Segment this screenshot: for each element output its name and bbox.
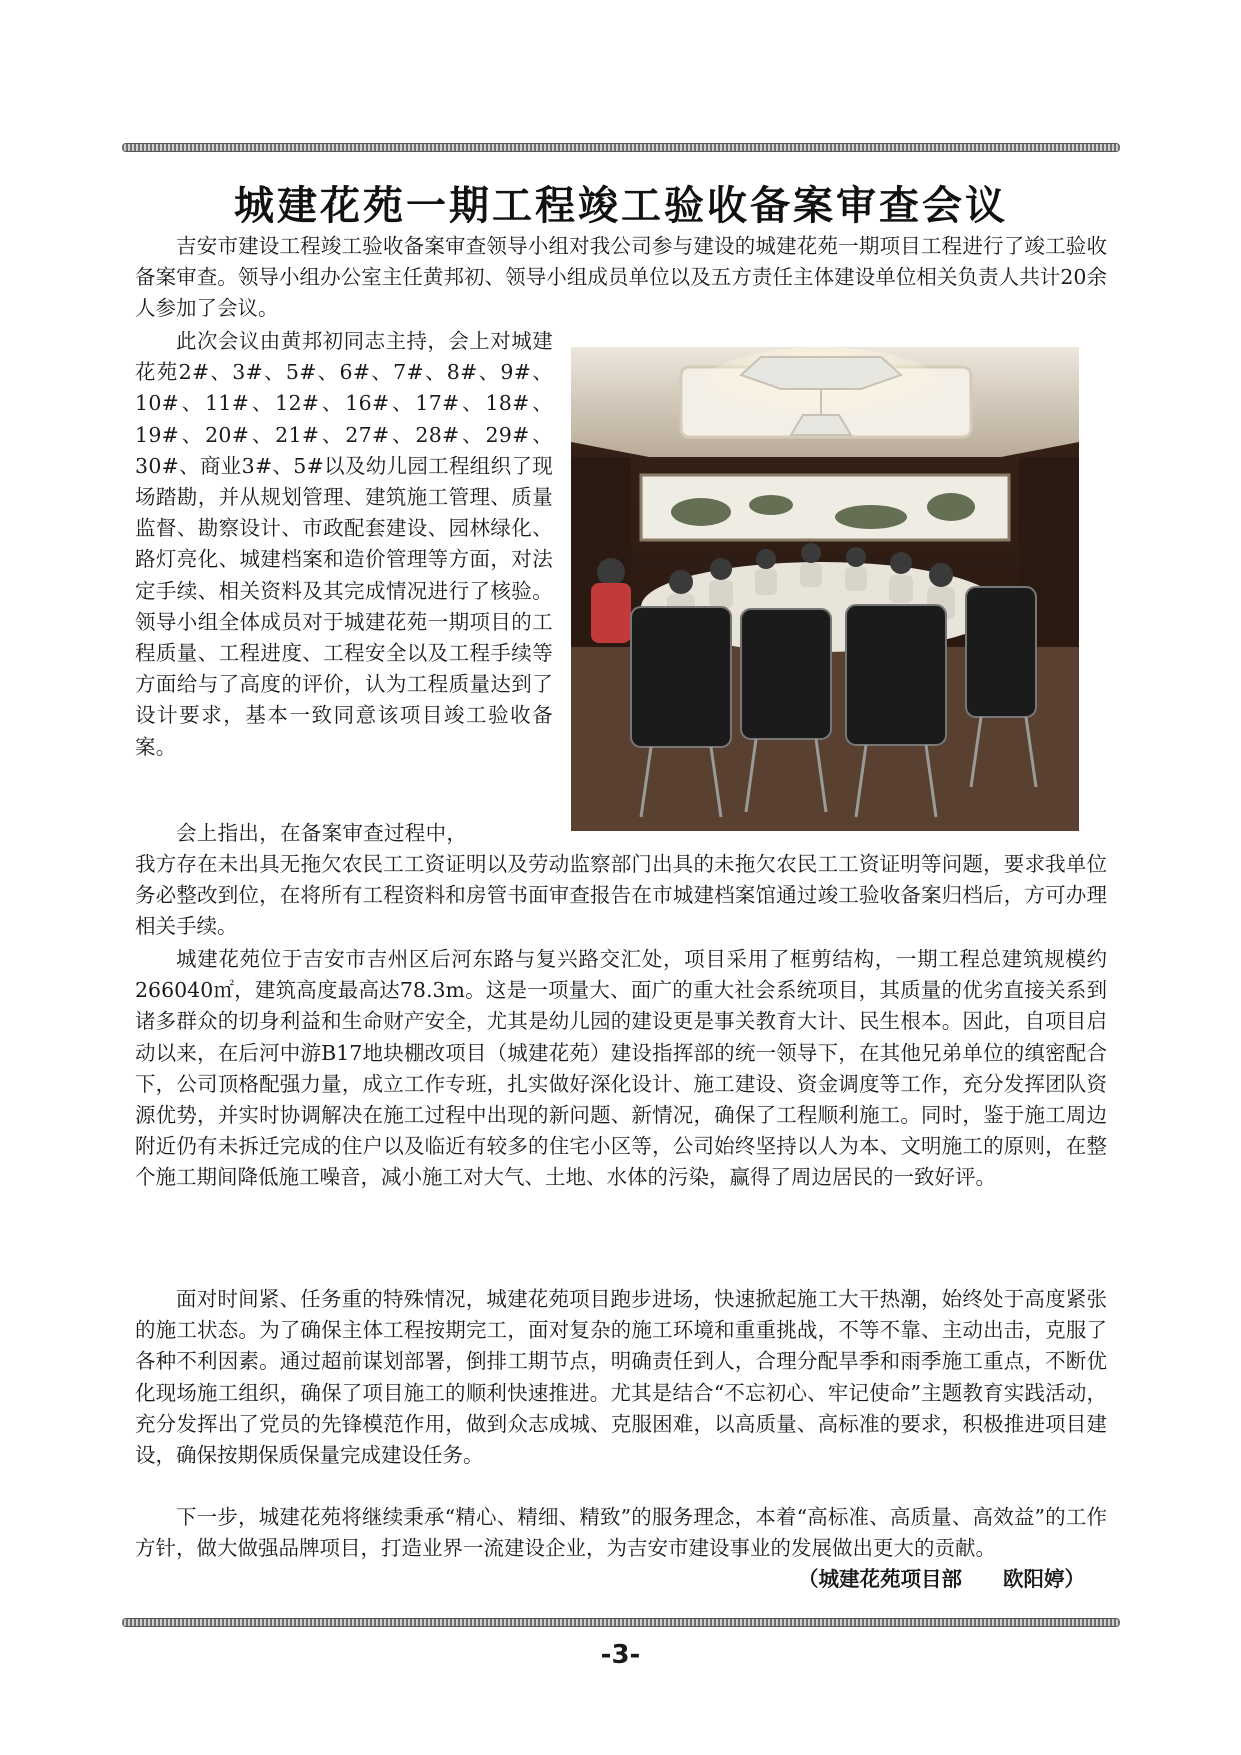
paragraph-intro: 吉安市建设工程竣工验收备案审查领导小组对我公司参与建设的城建花苑一期项目工程进行了竣工验收备案审查。领导小组办公室主任黄邦初、领导小组成员单位以及五方责任主体建设单位相关负责人共计20余人参加了会议。 [135, 234, 1107, 321]
top-decorative-rule [122, 143, 1120, 152]
meeting-photo [571, 347, 1079, 831]
paragraph-inspection: 此次会议由黄邦初同志主持，会上对城建花苑2#、3#、5#、6#、7#、8#、9#、10#、11#、12#、16#、17#、18#、19#、20#、21#、27#、28#、29#、30#、商业3#、5#以及幼儿园工程组织了现场踏勘，并从规划管理、建筑施工管理、质量监督、勘察设计、市政配套建设、园林绿化、路灯亮化、城建档案和造价管理等方面，对法定手续、相关资料及其完成情况进行了核验。领导小组全体成员对于城建花苑一期项目的工程质量、工程进度、工程安全以及工程手续等方面给与了高度的评价，认为工程质量达到了设计要求，基本一致同意该项目竣工验收备案。 [135, 329, 553, 759]
article-title: 城建花苑一期工程竣工验收备案审查会议 [234, 182, 1008, 229]
next-steps-text: 下一步，城建花苑将继续秉承“精心、精细、精致”的服务理念，本着“高标准、高质量、高效益”的工作方针，做大做强品牌项目，打造业界一流建设企业，为吉安市建设事业的发展做出更大的贡献。 [135, 1505, 1107, 1561]
page-number: -3- [600, 1640, 641, 1670]
bottom-decorative-rule [122, 1618, 1120, 1627]
paragraph-issues-start: 会上指出，在备案审查过程中， [176, 821, 468, 845]
paragraph-construction-progress: 面对时间紧、任务重的特殊情况，城建花苑项目跑步进场，快速掀起施工大干热潮，始终处于高度紧张的施工状态。为了确保主体工程按期完工，面对复杂的施工环境和重重挑战，不等不靠、主动出击，克服了各种不利因素。通过超前谋划部署，倒排工期节点，明确责任到人，合理分配旱季和雨季施工重点，不断优化现场施工组织，确保了项目施工的顺利快速推进。尤其是结合“不忘初心、牢记使命”主题教育实践活动，充分发挥出了党员的先锋模范作用，做到众志成城、克服困难，以高质量、高标准的要求，积极推进项目建设，确保按期保质保量完成建设任务。 [135, 1287, 1107, 1468]
author-signature: （城建花苑项目部 欧阳婷） [798, 1567, 1085, 1592]
paragraph-project-overview: 城建花苑位于吉安市吉州区后河东路与复兴路交汇处，项目采用了框剪结构，一期工程总建筑规模约266040㎡，建筑高度最高达78.3m。这是一项量大、面广的重大社会系统项目，其质量的优劣直接关系到诸多群众的切身利益和生命财产安全，尤其是幼儿园的建设更是事关教育大计、民生根本。因此，自项目启动以来，在后河中游B17地块棚改项目（城建花苑）建设指挥部的统一领导下，在其他兄弟单位的缜密配合下，公司顶格配强力量，成立工作专班，扎实做好深化设计、施工建设、资金调度等工作，充分发挥团队资源优势，并实时协调解决在施工过程中出现的新问题、新情况，确保了工程顺利施工。同时，鉴于施工周边附近仍有未拆迁完成的住户以及临近有较多的住宅小区等，公司始终坚持以人为本、文明施工的原则，在整个施工期间降低施工噪音，减小施工对大气、土地、水体的污染，赢得了周边居民的一致好评。 [135, 947, 1107, 1190]
paragraph-issues: 我方存在未出具无拖欠农民工工资证明以及劳动监察部门出具的未拖欠农民工工资证明等问题，要求我单位务必整改到位，在将所有工程资料和房管书面审查报告在市城建档案馆通过竣工验收备案归档后，方可办理相关手续。 [135, 852, 1107, 939]
paragraph-next-steps [135, 1502, 1107, 1596]
